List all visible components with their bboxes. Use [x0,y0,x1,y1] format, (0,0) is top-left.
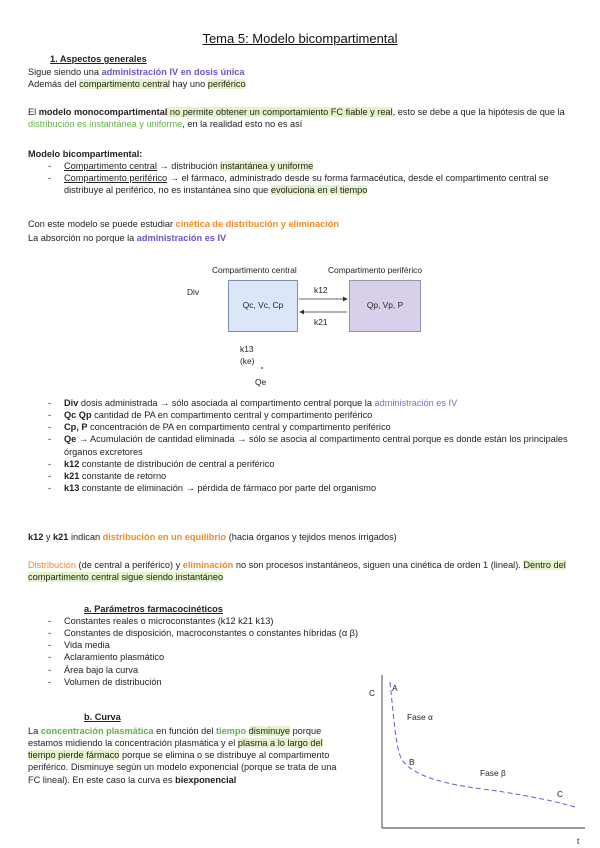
list-item: - Qe → Acumulación de cantidad eliminada → sólo se asocia al compartimento central porque es donde están los principales órganos excretores [28,433,573,457]
graph-y-label: C [369,688,376,698]
list-item: - Qc Qp cantidad de PA en compartimento central y compartimento periférico [28,409,573,421]
graph-fase-beta: Fase β [480,768,506,778]
box-compartimento-periferico: Qp, Vp, P [349,280,421,332]
bicompartimental-heading: Modelo bicompartimental: [28,149,143,159]
diagram-arrows [0,0,600,400]
graph-x-label: t [577,836,580,846]
list-item: - Aclaramiento plasmático [28,651,428,663]
page-title: Tema 5: Modelo bicompartimental [202,31,398,46]
section-aspectos-heading: 1. Aspectos generales [50,54,147,64]
list-item: - Compartimento periférico → el fármaco, administrado desde su forma farmacéutica, desde el compartimento central se distribuye al periférico, no es instantánea sino que evoluciona en el tiempo [28,172,568,196]
list-item: - Vida media [28,639,428,651]
list-item: - Volumen de distribución [28,676,428,688]
line-compartimentos: Además del compartimento central hay uno periférico [28,79,246,89]
graph-point-c: C [557,789,564,799]
biexponential-curve [390,682,575,807]
list-item: - Constantes de disposición, macroconstantes o constantes híbridas (α β) [28,627,428,639]
list-item: - Compartimento central → distribución instantánea y uniforme [28,160,568,172]
section-parametros-heading: a. Parámetros farmacocinéticos [84,604,223,614]
box-compartimento-central: Qc, Vc, Cp [228,280,298,332]
list-item: - Área bajo la curva [28,664,428,676]
label-compartimento-central: Compartimento central [212,265,297,275]
list-item: - k12 constante de distribución de central a periférico [28,458,573,470]
label-ke: (ke) [240,356,255,366]
label-k12: k12 [314,285,328,295]
paragraph-distribucion: Distribución (de central a periférico) y eliminación no son procesos instantáneos, siguen una cinética de orden 1 (lineal). Dentro del compartimento central sigue siendo instantáneo [28,560,566,583]
list-item: - Cp, P concentración de PA en compartimento central y compartimento periférico [28,421,573,433]
graph-point-b: B [409,757,415,767]
graph-fase-alpha: Fase α [407,712,433,722]
line-administracion: Sigue siendo una administración IV en dosis única [28,67,245,77]
line-cinetica: Con este modelo se puede estudiar cinética de distribución y eliminación [28,219,339,229]
label-k21: k21 [314,317,328,327]
section-curva-heading: b. Curva [84,712,121,722]
graph-point-a: A [392,683,398,693]
label-div: Div [187,287,200,297]
label-compartimento-periferico: Compartimento periférico [328,265,423,275]
line-absorcion: La absorción no porque la administración es IV [28,233,227,243]
paragraph-curva: La concentración plasmática en función del tiempo disminuye porque estamos midiendo la concentración plasmática y el plasma a lo largo del tiempo pierde fármaco porque se elimina o se distribuye al compartimento periférico. Disminuye según un modelo exponencial (porque se trata de una FC lineal). En este caso la curva es biexponencial [28,726,337,785]
list-item: - k13 constante de eliminación → pérdida de fármaco por parte del organismo [28,482,573,494]
label-k13: k13 [240,344,254,354]
paragraph-monocompartimental: El modelo monocompartimental no permite obtener un comportamiento FC fiable y real, esto se debe a que la hipótesis de que la distribución es instantánea y uniforme, en la realidad esto no es así [28,107,565,130]
line-k12-k21: k12 y k21 indican distribución en un equilibrio (hacia órganos y tejidos menos irrigados) [28,532,397,542]
list-item: - k21 constante de retorno [28,470,573,482]
label-qe: Qe [255,377,267,387]
definitions-list [28,397,573,494]
dot-elimination [261,367,263,369]
list-item: - Constantes reales o microconstantes (k12 k21 k13) [28,615,428,627]
list-item: - Div dosis administrada → sólo asociada al compartimento central porque la administración es IV [28,397,573,409]
